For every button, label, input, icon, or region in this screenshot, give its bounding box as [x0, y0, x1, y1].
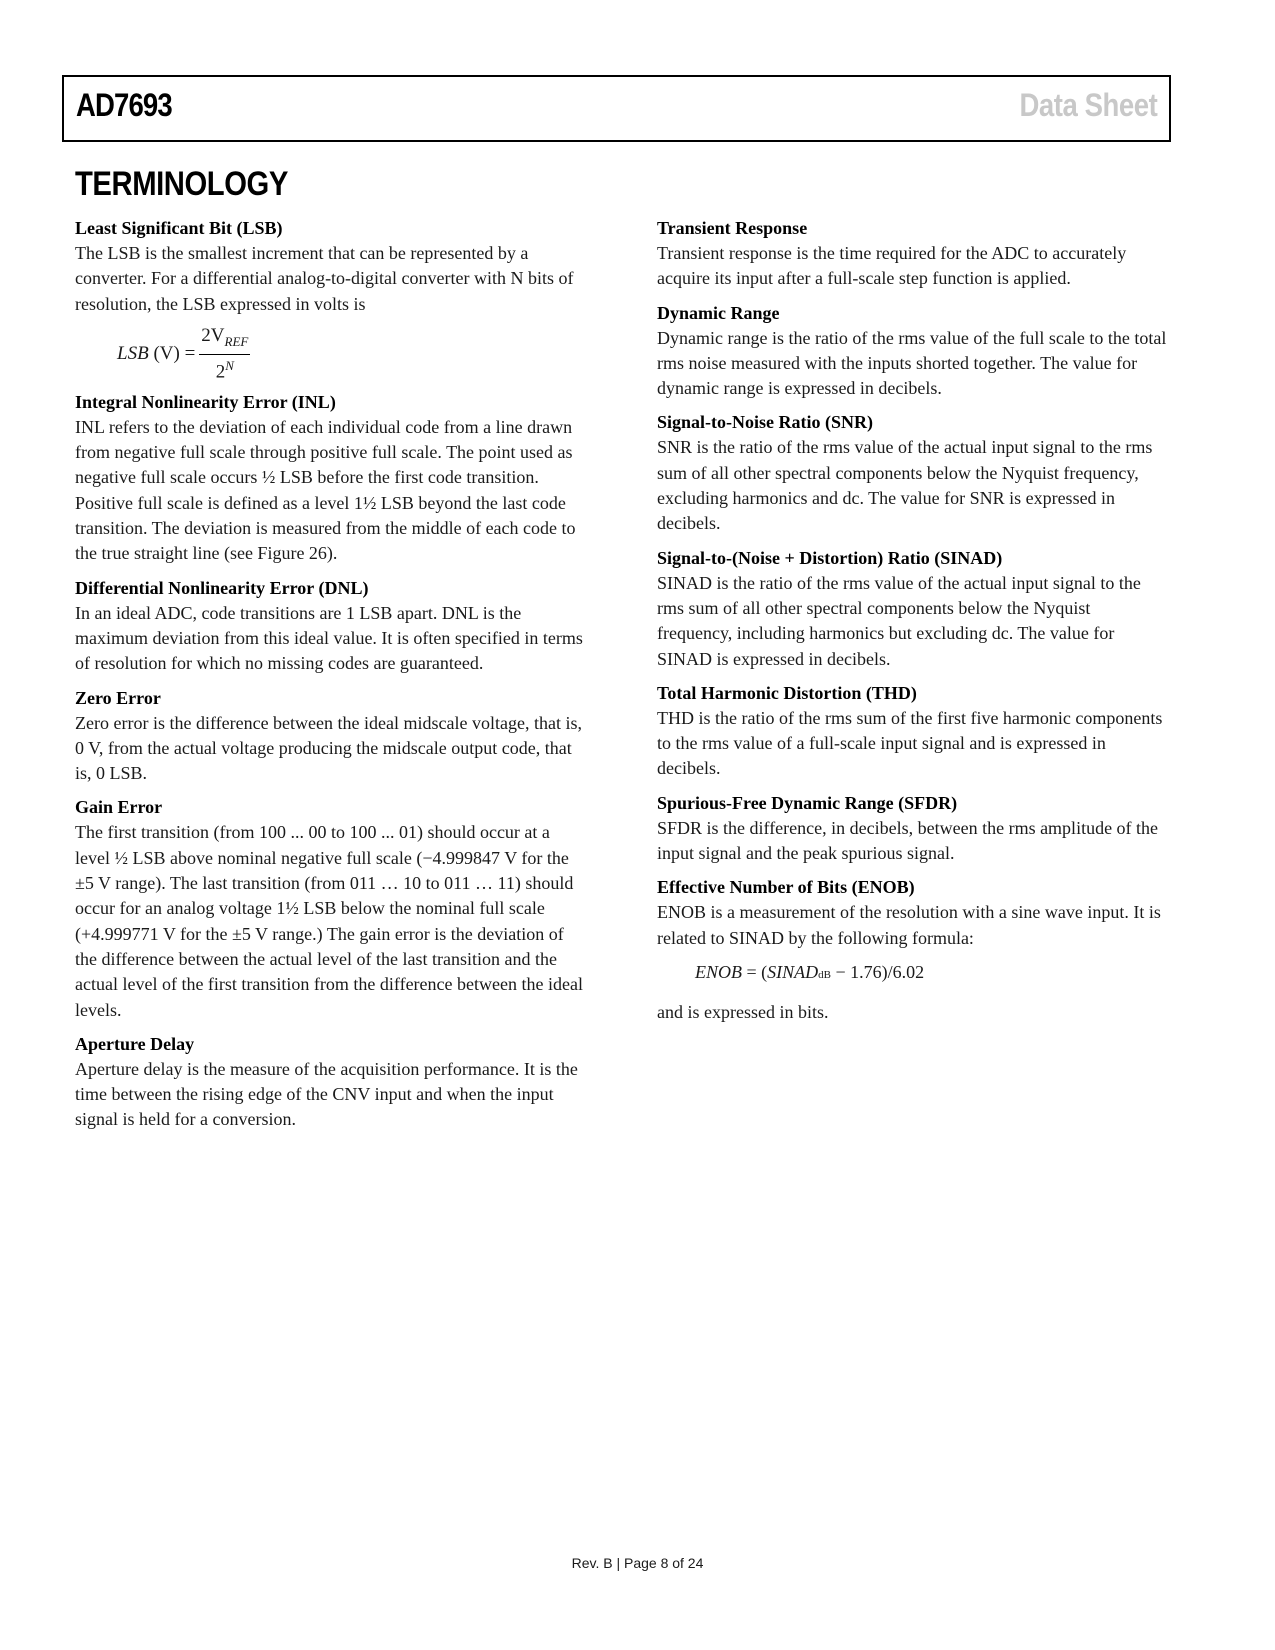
term-gain-error [75, 795, 585, 1022]
term-body: THD is the ratio of the rms sum of the first five harmonic components to the rms value of a full-scale input signal and is expressed in decibels. [657, 707, 1163, 779]
term-body: Zero error is the difference between the ideal midscale voltage, that is, 0 V, from the actual voltage producing the midscale output code, that is, 0 LSB. [75, 712, 582, 784]
page-header [62, 75, 1171, 142]
denominator-base: 2 [215, 360, 226, 382]
term-zero-error [75, 686, 585, 787]
term-dnl [75, 576, 585, 677]
term-title: Signal-to-Noise Ratio (SNR) [657, 412, 873, 433]
term-title: Aperture Delay [75, 1033, 195, 1054]
lsb-formula [117, 326, 585, 382]
term-transient-response [657, 216, 1167, 292]
formula-fraction [199, 325, 250, 383]
enob-lhs: ENOB [695, 961, 742, 982]
numerator-subscript: REF [224, 333, 249, 349]
formula-lhs: LSB [117, 342, 149, 364]
term-body: The first transition (from 100 ... 00 to 100 ... 01) should occur at a level ½ LSB above nominal negative full scale (−4.999847 V for the ±5 V range). The last transition (from 011 … 10 to 011 … 11) should occur for an analog voltage 1½ LSB below the nominal full scale (+4.999771 V for the ±5 V range.) The gain error is the deviation of the difference between the actual level of the last transition and the actual level of the first transition from the difference between the ideal levels. [75, 822, 583, 1020]
term-title: Total Harmonic Distortion (THD) [657, 682, 917, 703]
term-body: Transient response is the time required for the ADC to accurately acquire its input after a full-scale step function is applied. [657, 243, 1127, 289]
term-thd [657, 681, 1167, 782]
fraction-numerator [199, 325, 250, 355]
term-title: Signal-to-(Noise + Distortion) Ratio (SINAD) [657, 547, 1003, 568]
section-title: TERMINOLOGY [75, 165, 288, 203]
part-number: AD7693 [76, 87, 172, 123]
enob-rest: − 1.76)/6.02 [831, 961, 925, 982]
term-body: The LSB is the smallest increment that can be represented by a converter. For a differential analog-to-digital converter with N bits of resolution, the LSB expressed in volts is [75, 243, 574, 314]
enob-sinad-sub: dB [818, 968, 831, 981]
left-column [75, 216, 585, 1142]
term-sfdr [657, 791, 1167, 867]
term-dynamic-range [657, 301, 1167, 402]
right-column [657, 216, 1167, 1025]
term-snr [657, 410, 1167, 536]
term-title: Transient Response [657, 218, 808, 238]
term-title: Effective Number of Bits (ENOB) [657, 877, 915, 898]
term-title: Spurious-Free Dynamic Range (SFDR) [657, 792, 958, 813]
term-title: Differential Nonlinearity Error (DNL) [75, 577, 369, 598]
term-body: INL refers to the deviation of each individual code from a line drawn from negative full scale through positive full scale. The point used as negative full scale occurs ½ LSB before the first code transition. Positive full scale is defined as a level 1½ LSB beyond the last code transition. The deviation is measured from the middle of each code to the true straight line (see Figure 26). [75, 416, 576, 564]
enob-equals: = ( [742, 961, 768, 982]
fraction-denominator [216, 355, 234, 383]
term-title: Zero Error [75, 687, 161, 708]
term-body: SFDR is the difference, in decibels, between the rms amplitude of the input signal and the peak spurious signal. [657, 817, 1159, 864]
term-body: In an ideal ADC, code transitions are 1 LSB apart. DNL is the maximum deviation from this ideal value. It is often specified in terms of resolution for which no missing codes are guaranteed. [75, 602, 583, 674]
enob-formula [695, 960, 1167, 988]
term-body: ENOB is a measurement of the resolution with a sine wave input. It is related to SINAD by the following formula: [657, 902, 1161, 948]
term-enob [657, 875, 1167, 951]
denominator-exponent: N [225, 357, 234, 373]
enob-trailing-text: and is expressed in bits. [657, 1001, 829, 1022]
term-body: SINAD is the ratio of the rms value of the actual input signal to the rms sum of all other spectral components below the Nyquist frequency, including harmonics but excluding dc. The value for SINAD is expressed in decibels. [657, 572, 1141, 669]
numerator-coefficient: 2V [201, 324, 225, 346]
term-sinad [657, 546, 1167, 672]
term-title: Least Significant Bit (LSB) [75, 218, 283, 238]
enob-sinad: SINAD [767, 961, 819, 982]
term-title: Gain Error [75, 797, 163, 818]
term-title: Dynamic Range [657, 302, 780, 323]
term-inl [75, 390, 585, 567]
term-body: Aperture delay is the measure of the acquisition performance. It is the time between the rising edge of the CNV input and when the input signal is held for a conversion. [75, 1058, 578, 1130]
term-lsb [75, 216, 585, 317]
document-type: Data Sheet [1019, 87, 1157, 123]
page-footer: Rev. B | Page 8 of 24 [571, 1555, 704, 1571]
term-body: Dynamic range is the ratio of the rms value of the full scale to the total rms noise measured with the inputs shorted together. The value for dynamic range is expressed in decibels. [657, 327, 1167, 399]
term-body: SNR is the ratio of the rms value of the actual input signal to the rms sum of all other spectral components below the Nyquist frequency, excluding harmonics and dc. The value for SNR is expressed in decibels. [657, 437, 1153, 534]
term-aperture-delay [75, 1032, 585, 1133]
term-title: Integral Nonlinearity Error (INL) [75, 391, 336, 412]
formula-unit: (V) = [153, 342, 196, 364]
